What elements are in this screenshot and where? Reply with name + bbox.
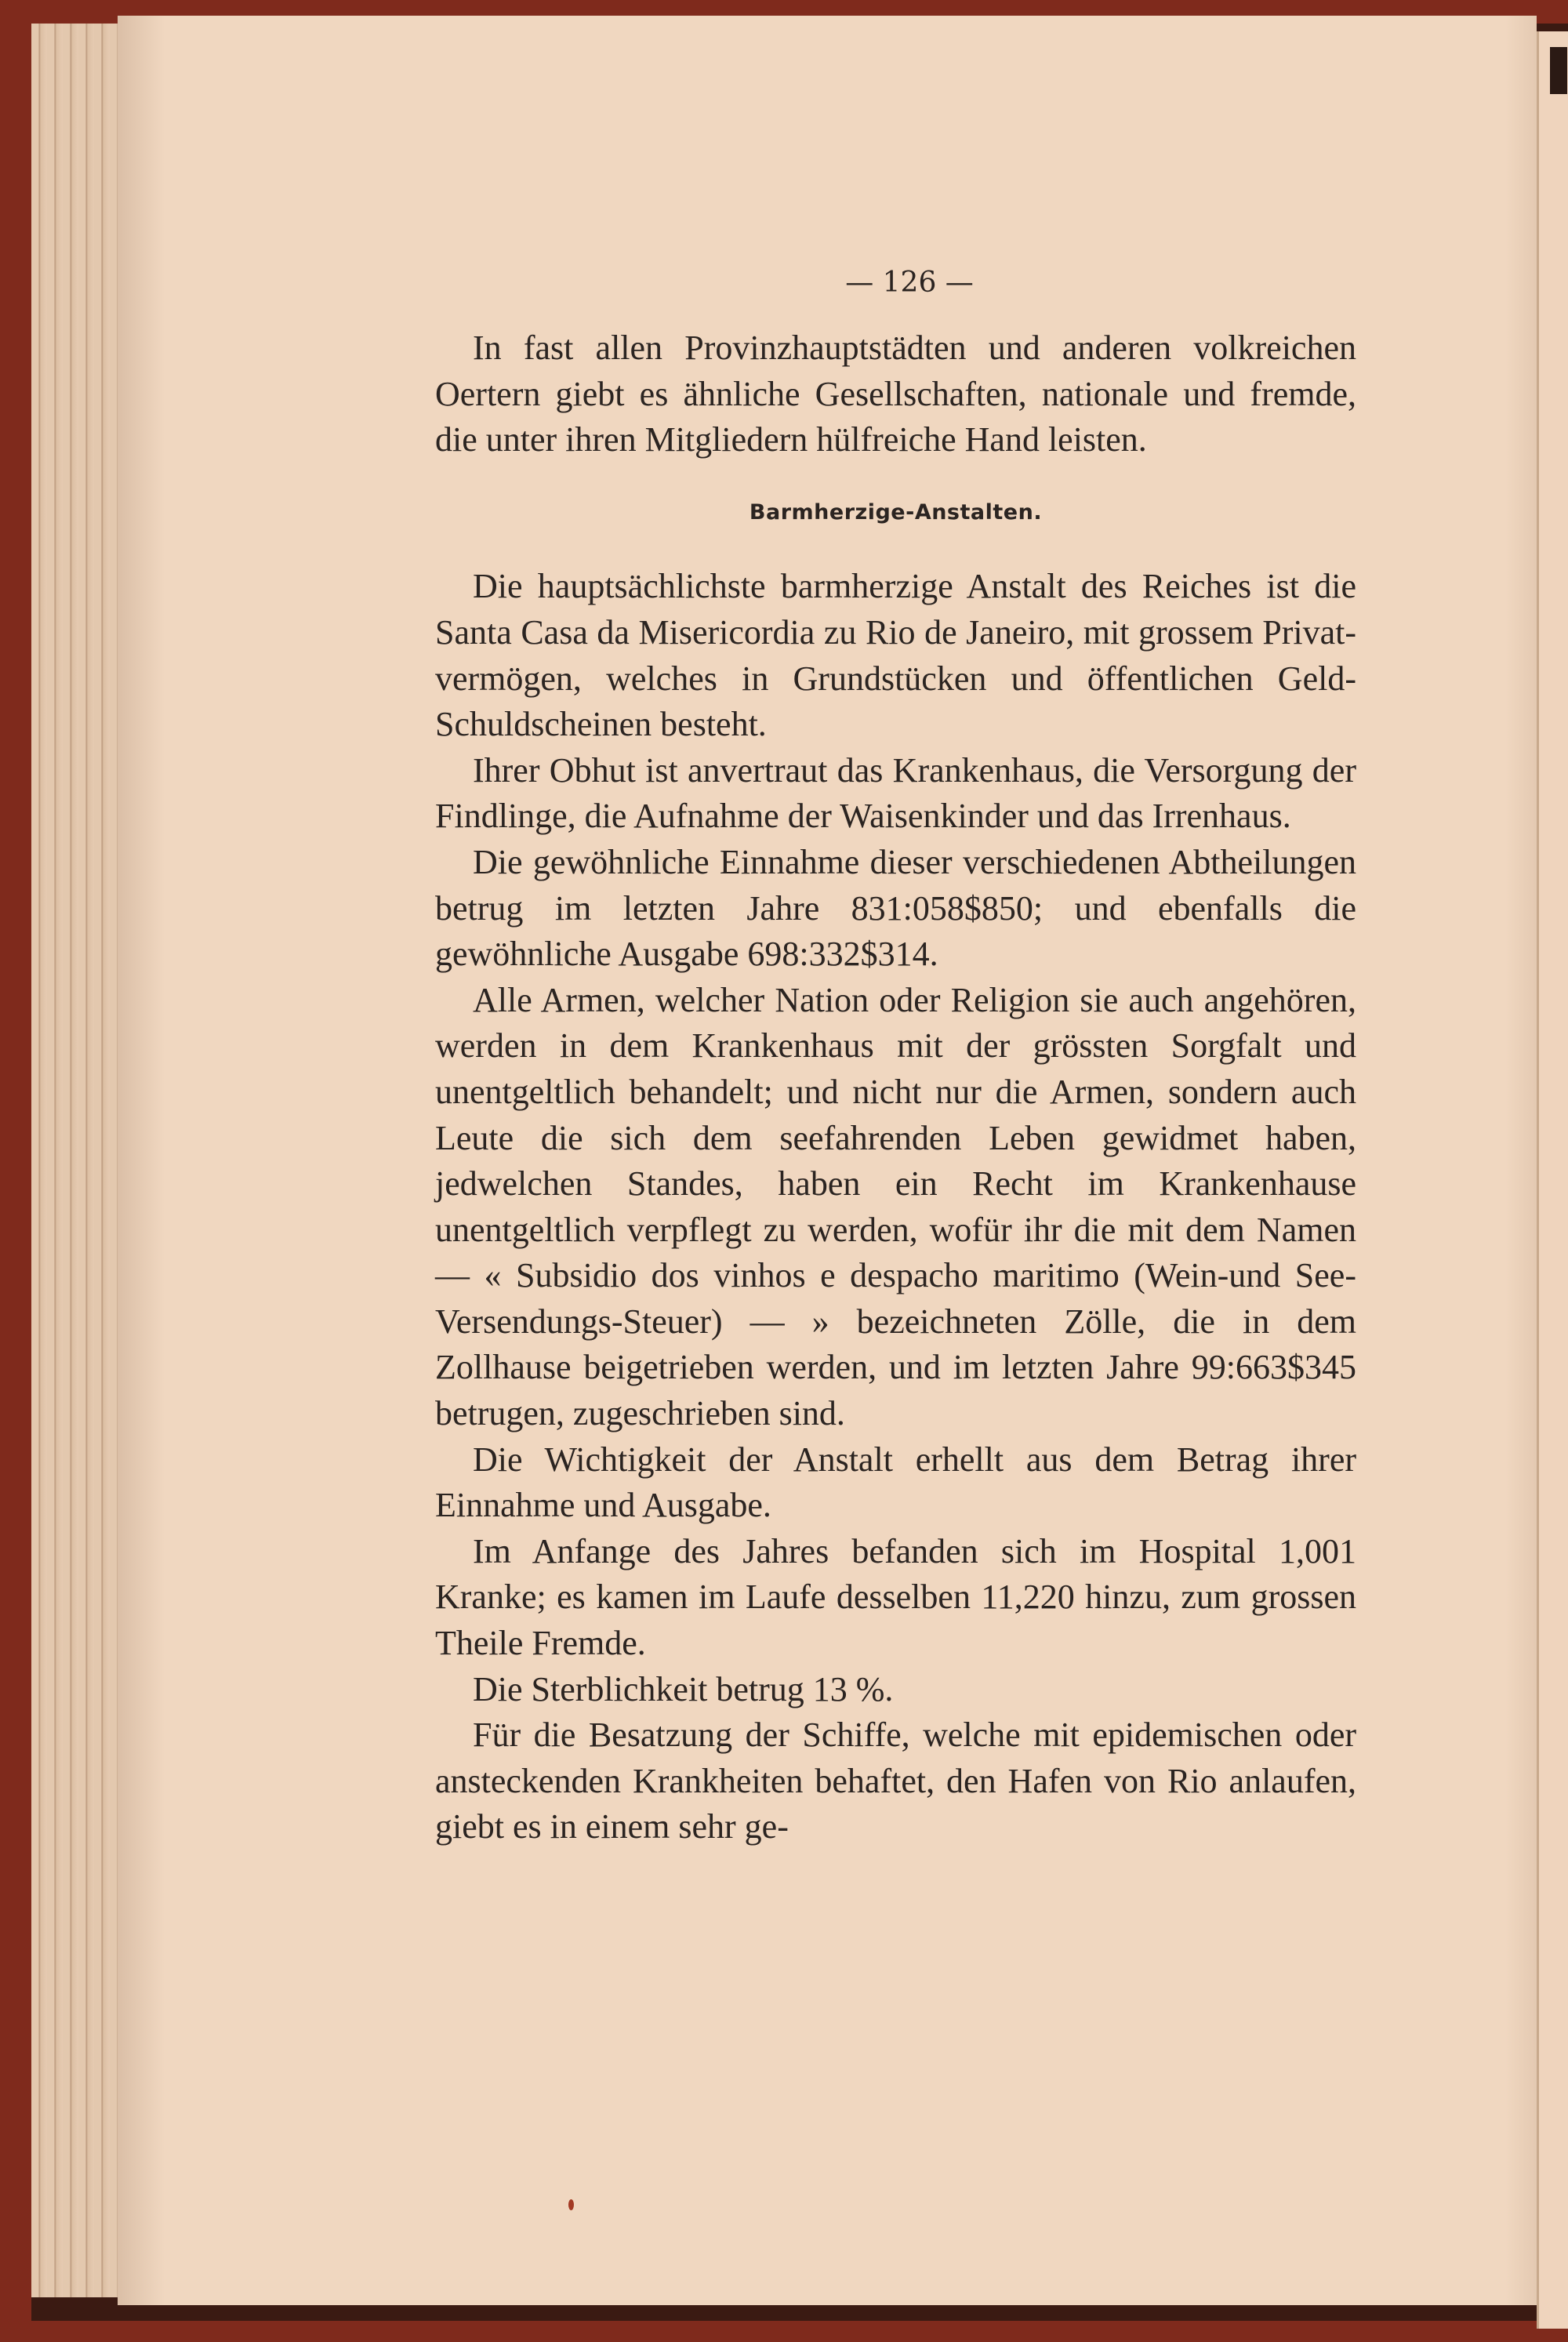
page-text	[435, 325, 1356, 1850]
paragraph: Alle Armen, welcher Nation oder Religion sie auch angehören, werden in dem Krankenhaus mit der grössten Sorgfalt und unentgeltlich behandelt; und nicht nur die Armen, sondern auch Leute die sich dem seefahrenden Leben gewidmet haben, jedwelchen Standes, haben ein Recht im Krankenhause unentgeltlich verpflegt zu werden, wofür ihr die mit dem Namen — « Subsidio dos vinhos e despacho maritimo (Wein-und See-Versendungs-Steuer) — » bezeichneten Zölle, die in dem Zollhause beigetrieben werden, und im letzten Jahre 99:663$345 betrugen, zugeschrieben sind.	[435, 980, 1356, 1433]
intro-paragraph: In fast allen Provinzhauptstädten und anderen volkreichen Oertern giebt es ähnliche Gesellschaften, nationale und fremde, die unter ihren Mitgliedern hülfreiche Hand leisten.	[435, 329, 1356, 459]
paragraph: Die Sterblichkeit betrug 13 %.	[473, 1669, 894, 1708]
paragraph: Die Wichtigkeit der Anstalt erhellt aus dem Betrag ihrer Einnahme und Ausgabe.	[435, 1440, 1356, 1525]
facing-page-edge	[1537, 31, 1568, 2329]
paragraph: Die hauptsächlichste barmherzige Anstalt des Reiches ist die Santa Casa da Misericordia zu Rio de Janeiro, mit grossem Privat-vermögen, welches in Grundstücken und öffentlichen Geld-Schuldscheinen besteht.	[435, 567, 1356, 744]
page-number: — 126 —	[845, 267, 974, 299]
binding-tab	[1550, 47, 1567, 94]
paragraph: Ihrer Obhut ist anvertraut das Krankenhaus, die Versorgung der Findlinge, die Aufnahme der Waisenkinder und das Irrenhaus.	[435, 750, 1356, 836]
section-heading: Barmherzige-Anstalten.	[749, 499, 1043, 525]
paragraph: Im Anfange des Jahres befanden sich im Hospital 1,001 Kranke; es kamen im Laufe desselben 11,220 hinzu, zum grossen Theile Fremde.	[435, 1531, 1356, 1663]
paragraph: Die gewöhnliche Einnahme dieser verschiedenen Abtheilungen betrug im letzten Jahre 831:058$850; und ebenfalls die gewöhnliche Ausgabe 698:332$314.	[435, 842, 1356, 974]
paragraph: Für die Besatzung der Schiffe, welche mit epidemischen oder ansteckenden Krankheiten behaftet, den Hafen von Rio anlaufen, giebt es in einem sehr ge-	[435, 1716, 1356, 1846]
ink-speck	[568, 2199, 574, 2210]
